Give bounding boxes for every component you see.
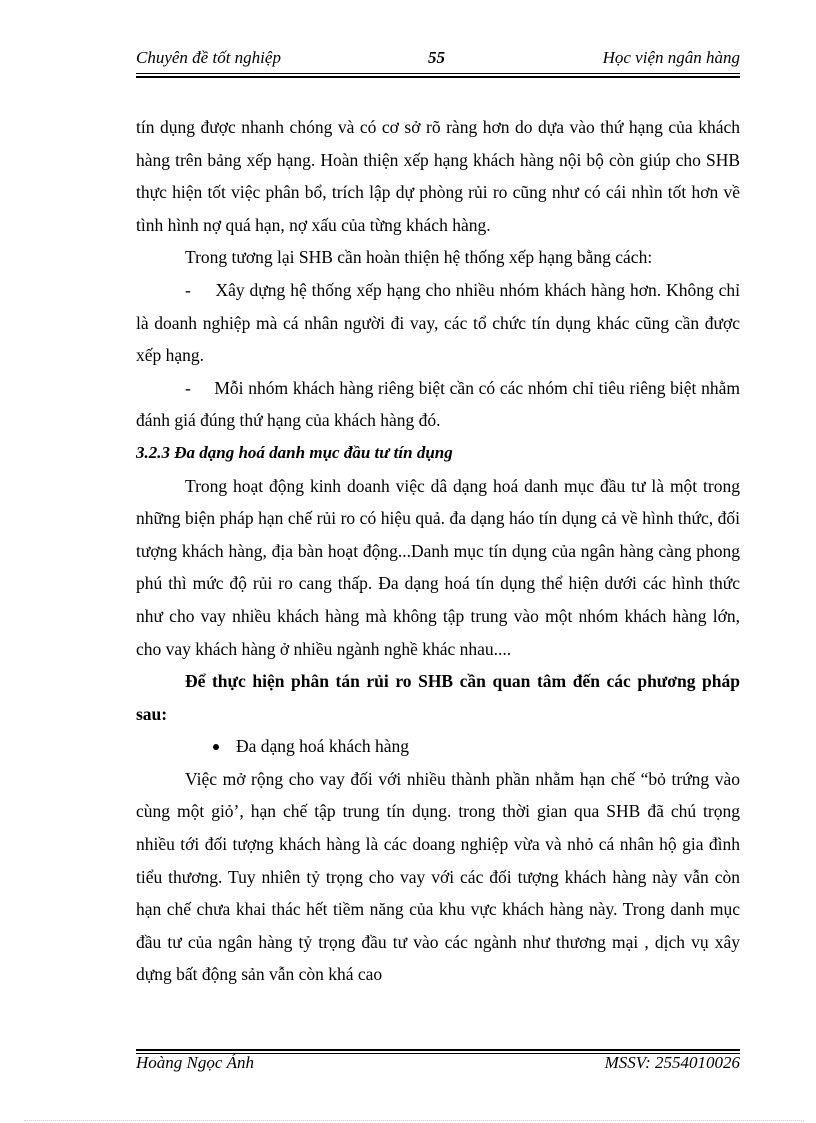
paragraph-7: Việc mở rộng cho vay đối với nhiều thành phần nhằm hạn chế “bỏ trứng vào cùng một giỏ’, hạn chế tập trung tín dụng. trong thời gian qua SHB đã chú trọng nhiều tới đối tượng khách hàng là các doang nghiệp vừa và nhỏ cá nhân hộ gia đình tiểu thương. Tuy nhiên tỷ trọng cho vay với các đối tượng khách hàng này vẫn còn hạn chế chưa khai thác hết tiềm năng của khu vực khách hàng này. Trong danh mục đầu tư của ngân hàng tỷ trọng đầu tư vào các ngành như thương mại , dịch vụ xây dựng bất động sản vẫn còn khá cao — [136, 768, 740, 985]
header-rule — [136, 73, 740, 78]
page-edge-divider — [24, 1120, 804, 1121]
page-number: 55 — [428, 48, 445, 67]
page-header — [136, 48, 740, 72]
paragraph-6: Để thực hiện phân tán rủi ro SHB cần quan tâm đến các phương pháp sau: — [136, 671, 740, 724]
page-footer — [136, 1053, 740, 1077]
paragraph-2: Trong tương lại SHB cần hoàn thiện hệ thống xếp hạng bằng cách: — [185, 247, 653, 268]
bullet-icon — [213, 744, 219, 750]
paragraph-3: - Xây dựng hệ thống xếp hạng cho nhiều nhóm khách hàng hơn. Không chỉ là doanh nghiệp mà cá nhân người đi vay, các tổ chức tín dụng khác cũng cần được xếp hạng. — [136, 279, 745, 366]
paragraph-1: tín dụng được nhanh chóng và có cơ sở rõ ràng hơn do dựa vào thứ hạng của khách hàng trên bảng xếp hạng. Hoàn thiện xếp hạng khách hàng nội bộ còn giúp cho SHB thực hiện tốt việc phân bổ, trích lập dự phòng rủi ro cũng như có cái nhìn tốt hơn về tình hình nợ quá hạn, nợ xấu của từng khách hàng. — [136, 117, 740, 235]
bullet-item — [136, 730, 740, 763]
page-body — [136, 111, 745, 991]
footer-student-id: MSSV: 2554010026 — [604, 1053, 740, 1072]
header-institution: Học viện ngân hàng — [602, 48, 740, 67]
paragraph-4: - Mỗi nhóm khách hàng riêng biệt cần có các nhóm chỉ tiêu riêng biệt nhằm đánh giá đúng thứ hạng của khách hàng đó. — [136, 377, 745, 431]
bullet-text: Đa dạng hoá khách hàng — [236, 736, 409, 757]
section-heading: 3.2.3 Đa dạng hoá danh mục đầu tư tín dụng — [136, 442, 453, 462]
paragraph-5: Trong hoạt động kinh doanh việc dâ dạng hoá danh mục đầu tư là một trong những biện pháp hạn chế rủi ro có hiệu quả. đa dạng háo tín dụng cả về hình thức, đối tượng khách hàng, địa bàn hoạt động...Danh mục tín dụng của ngân hàng càng phong phú thì mức độ rủi ro cang thấp. Đa dạng hoá tín dụng thể hiện dưới các hình thức như cho vay nhiều khách hàng mà không tập trung vào một nhóm khách hàng lớn, cho vay khách hàng ở nhiều ngành nghề khác nhau.... — [136, 475, 740, 659]
footer-author: Hoàng Ngọc Ánh — [136, 1053, 255, 1072]
header-document-title: Chuyên đề tốt nghiệp — [136, 48, 281, 67]
